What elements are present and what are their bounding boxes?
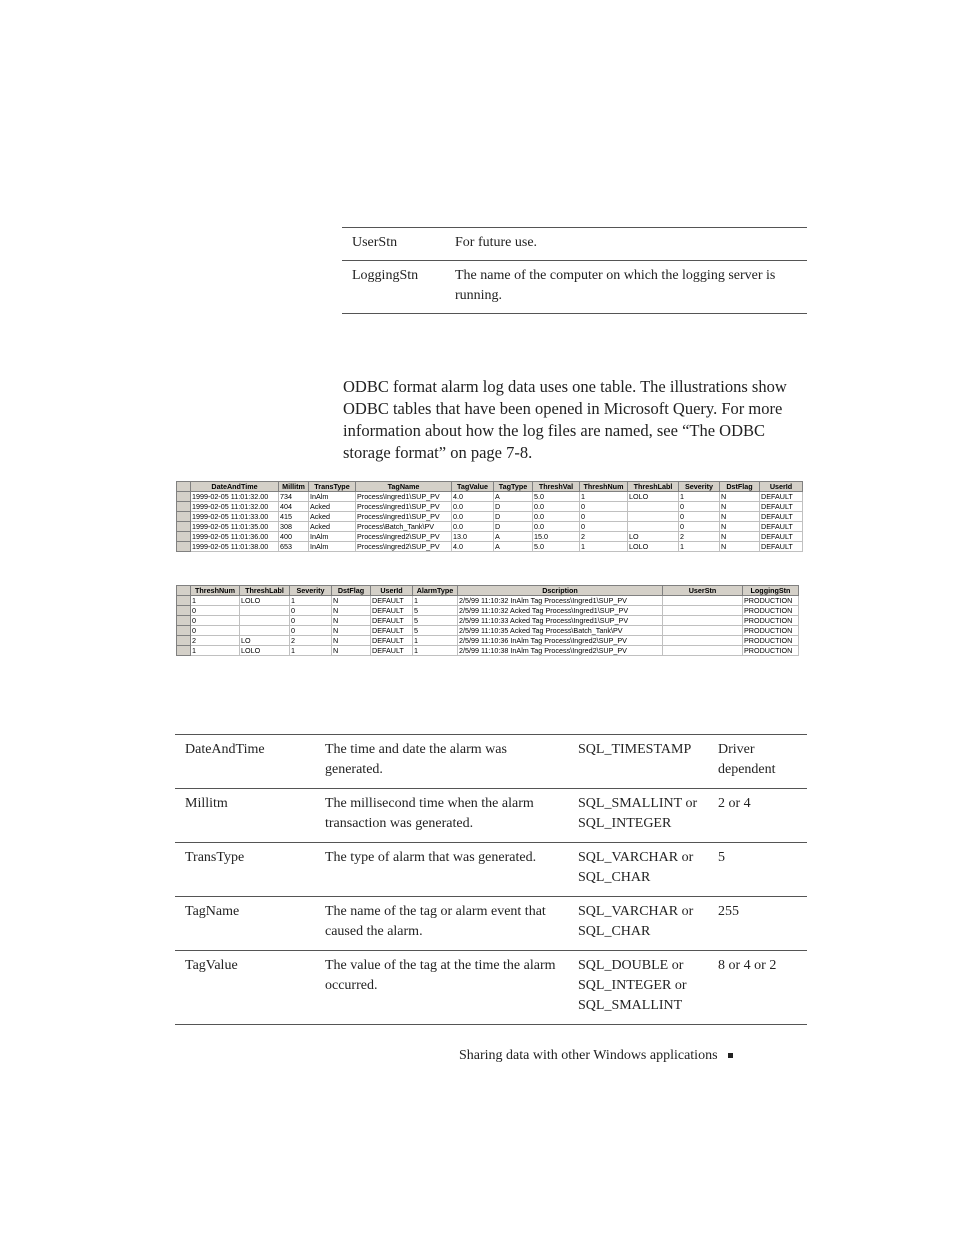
grid-cell[interactable]: 1999-02-05 11:01:32.00: [191, 492, 279, 502]
square-bullet-icon: [728, 1053, 733, 1058]
grid-header-row: [177, 482, 803, 492]
row-selector[interactable]: [177, 616, 191, 626]
grid-cell[interactable]: A: [494, 542, 533, 552]
grid-cell[interactable]: 0: [191, 616, 240, 626]
column-header[interactable]: DstFlag: [720, 482, 760, 492]
grid-cell[interactable]: 1999-02-05 11:01:35.00: [191, 522, 279, 532]
grid-cell[interactable]: 5: [413, 616, 458, 626]
field-name: LoggingStn: [352, 268, 419, 283]
grid-cell[interactable]: 404: [279, 502, 309, 512]
grid-cell[interactable]: 1: [679, 492, 720, 502]
column-header[interactable]: Severity: [679, 482, 720, 492]
grid-cell[interactable]: LOLO: [628, 542, 679, 552]
grid-cell[interactable]: 1: [191, 596, 240, 606]
row-selector[interactable]: [177, 532, 191, 542]
grid-cell[interactable]: [663, 616, 743, 626]
field-type: SQL_VARCHAR or SQL_CHAR: [578, 850, 694, 885]
grid-cell[interactable]: N: [332, 636, 371, 646]
grid-cell[interactable]: PRODUCTION: [743, 626, 799, 636]
field-name: TagValue: [185, 958, 238, 973]
row-selector[interactable]: [177, 636, 191, 646]
grid-cell[interactable]: [628, 522, 679, 532]
field-size: Driver dependent: [718, 742, 776, 777]
grid-cell[interactable]: [240, 616, 290, 626]
grid-cell[interactable]: N: [332, 606, 371, 616]
row-selector[interactable]: [177, 606, 191, 616]
grid-cell[interactable]: DEFAULT: [760, 542, 803, 552]
grid-cell[interactable]: D: [494, 502, 533, 512]
field-name: TransType: [185, 850, 245, 865]
field-type: SQL_VARCHAR or SQL_CHAR: [578, 904, 694, 939]
grid-cell[interactable]: DEFAULT: [760, 522, 803, 532]
field-size: 8 or 4 or 2: [718, 958, 777, 973]
column-header[interactable]: ThreshLabl: [240, 586, 290, 596]
grid-cell[interactable]: PRODUCTION: [743, 646, 799, 656]
grid-cell[interactable]: DEFAULT: [371, 646, 413, 656]
field-size: 2 or 4: [718, 796, 751, 811]
grid-cell[interactable]: DEFAULT: [371, 626, 413, 636]
row-selector-header[interactable]: [177, 586, 191, 596]
grid-cell[interactable]: DEFAULT: [760, 512, 803, 522]
grid-cell[interactable]: [663, 636, 743, 646]
grid-cell[interactable]: PRODUCTION: [743, 596, 799, 606]
grid-cell[interactable]: 4.0: [452, 492, 494, 502]
grid-cell[interactable]: 0: [679, 522, 720, 532]
grid-cell[interactable]: N: [720, 542, 760, 552]
grid-cell[interactable]: DEFAULT: [371, 616, 413, 626]
grid-cell[interactable]: 0.0: [452, 522, 494, 532]
field-description: The millisecond time when the alarm transaction was generated.: [325, 796, 534, 831]
column-header[interactable]: Dscription: [458, 586, 663, 596]
grid-cell[interactable]: PRODUCTION: [743, 616, 799, 626]
grid-cell[interactable]: 415: [279, 512, 309, 522]
grid-cell[interactable]: 2/5/99 11:10:33 Acked Tag Process\Ingred1\SUP_PV: [458, 616, 663, 626]
field-description: The time and date the alarm was generated.: [325, 742, 507, 777]
grid-row[interactable]: [177, 492, 803, 502]
grid-cell[interactable]: Acked: [309, 522, 356, 532]
grid-row[interactable]: [177, 606, 799, 616]
column-header[interactable]: Millitm: [279, 482, 309, 492]
field-type: SQL_TIMESTAMP: [578, 742, 692, 757]
column-header[interactable]: ThreshLabl: [628, 482, 679, 492]
column-header[interactable]: ThreshNum: [580, 482, 628, 492]
grid-cell[interactable]: A: [494, 532, 533, 542]
grid-cell[interactable]: 0: [580, 522, 628, 532]
field-name: UserStn: [352, 235, 398, 250]
grid-cell[interactable]: 4.0: [452, 542, 494, 552]
column-header[interactable]: AlarmType: [413, 586, 458, 596]
grid-cell[interactable]: [240, 606, 290, 616]
grid-cell[interactable]: 0: [679, 512, 720, 522]
grid-cell[interactable]: N: [720, 532, 760, 542]
grid-cell[interactable]: [663, 646, 743, 656]
row-selector[interactable]: [177, 596, 191, 606]
grid-cell[interactable]: InAlm: [309, 532, 356, 542]
field-row: [175, 843, 807, 897]
grid-cell[interactable]: LOLO: [628, 492, 679, 502]
row-selector[interactable]: [177, 522, 191, 532]
row-selector-header[interactable]: [177, 482, 191, 492]
column-header[interactable]: ThreshNum: [191, 586, 240, 596]
grid-cell[interactable]: Acked: [309, 512, 356, 522]
grid-cell[interactable]: 5: [413, 626, 458, 636]
grid-cell[interactable]: 0.0: [452, 502, 494, 512]
grid-cell[interactable]: 2/5/99 11:10:32 Acked Tag Process\Ingred1\SUP_PV: [458, 606, 663, 616]
row-selector[interactable]: [177, 502, 191, 512]
grid-cell[interactable]: 0: [580, 512, 628, 522]
field-type: SQL_SMALLINT or SQL_INTEGER: [578, 796, 698, 831]
grid-row[interactable]: [177, 636, 799, 646]
grid-cell[interactable]: 2/5/99 11:10:36 InAlm Tag Process\Ingred2\SUP_PV: [458, 636, 663, 646]
grid-header-row: [177, 586, 799, 596]
field-description: For future use.: [455, 235, 538, 250]
body-paragraph: ODBC format alarm log data uses one table. The illustrations show ODBC tables that have been opened in Microsoft Query. For more information about how the log files are named, see “The ODBC storage format” on page 7-8.: [343, 377, 787, 462]
grid-row[interactable]: [177, 616, 799, 626]
grid-cell[interactable]: 0: [580, 502, 628, 512]
column-header[interactable]: Severity: [290, 586, 332, 596]
grid-cell[interactable]: 5: [413, 606, 458, 616]
grid-cell[interactable]: Process\Ingred1\SUP_PV: [356, 512, 452, 522]
row-selector[interactable]: [177, 646, 191, 656]
grid-cell[interactable]: 2: [679, 532, 720, 542]
field-description: The value of the tag at the time the alarm occurred.: [325, 958, 556, 993]
grid-cell[interactable]: D: [494, 512, 533, 522]
grid-cell[interactable]: 1: [413, 596, 458, 606]
grid-cell[interactable]: 0: [191, 606, 240, 616]
fields-table-top: [342, 227, 807, 314]
field-name: DateAndTime: [185, 742, 265, 757]
column-header[interactable]: TransType: [309, 482, 356, 492]
grid-cell[interactable]: 1999-02-05 11:01:36.00: [191, 532, 279, 542]
grid-row[interactable]: [177, 626, 799, 636]
grid-cell[interactable]: DEFAULT: [371, 596, 413, 606]
grid-cell[interactable]: 5.0: [533, 542, 580, 552]
query-grid-1: [176, 481, 803, 552]
grid-cell[interactable]: LO: [240, 636, 290, 646]
field-size: 5: [718, 850, 725, 865]
column-header[interactable]: TagValue: [452, 482, 494, 492]
field-name: TagName: [185, 904, 240, 919]
grid-cell[interactable]: N: [720, 492, 760, 502]
column-header[interactable]: DstFlag: [332, 586, 371, 596]
grid-cell[interactable]: [628, 512, 679, 522]
grid-row[interactable]: [177, 646, 799, 656]
grid-cell[interactable]: 2/5/99 11:10:32 InAlm Tag Process\Ingred1\SUP_PV: [458, 596, 663, 606]
field-row: [175, 951, 807, 1025]
field-row: [342, 261, 807, 314]
grid-cell[interactable]: 2/5/99 11:10:38 InAlm Tag Process\Ingred2\SUP_PV: [458, 646, 663, 656]
column-header[interactable]: LoggingStn: [743, 586, 799, 596]
grid-cell[interactable]: InAlm: [309, 492, 356, 502]
grid-cell[interactable]: N: [720, 502, 760, 512]
grid-cell[interactable]: 1: [413, 646, 458, 656]
footer-text: Sharing data with other Windows applications: [459, 1048, 718, 1063]
grid-row[interactable]: [177, 542, 803, 552]
grid-cell[interactable]: Process\Ingred1\SUP_PV: [356, 502, 452, 512]
field-row: [175, 735, 807, 789]
field-size: 255: [718, 904, 739, 919]
grid-cell[interactable]: InAlm: [309, 542, 356, 552]
grid-cell[interactable]: N: [332, 626, 371, 636]
grid-cell[interactable]: 0.0: [533, 512, 580, 522]
grid-cell[interactable]: DEFAULT: [760, 532, 803, 542]
grid-row[interactable]: [177, 596, 799, 606]
grid-cell[interactable]: N: [332, 646, 371, 656]
column-header[interactable]: UserId: [760, 482, 803, 492]
grid-cell[interactable]: 0.0: [533, 522, 580, 532]
grid-cell[interactable]: A: [494, 492, 533, 502]
grid-cell[interactable]: [240, 626, 290, 636]
grid-cell[interactable]: D: [494, 522, 533, 532]
page-footer: [459, 1048, 733, 1064]
grid-cell[interactable]: Process\Ingred2\SUP_PV: [356, 542, 452, 552]
fields-table-bottom: [175, 734, 807, 1025]
column-header[interactable]: TagType: [494, 482, 533, 492]
grid-cell[interactable]: 2/5/99 11:10:35 Acked Tag Process\Batch_Tank\PV: [458, 626, 663, 636]
field-type: SQL_DOUBLE or SQL_INTEGER or SQL_SMALLINT: [578, 958, 687, 1013]
grid-row[interactable]: [177, 532, 803, 542]
grid-cell[interactable]: 1: [290, 646, 332, 656]
grid-cell[interactable]: 0: [679, 502, 720, 512]
grid-row[interactable]: [177, 512, 803, 522]
grid-cell[interactable]: DEFAULT: [760, 502, 803, 512]
grid-cell[interactable]: LOLO: [240, 646, 290, 656]
row-selector[interactable]: [177, 626, 191, 636]
grid-cell[interactable]: N: [332, 596, 371, 606]
grid-cell[interactable]: N: [332, 616, 371, 626]
grid-cell[interactable]: 734: [279, 492, 309, 502]
grid-cell[interactable]: 1999-02-05 11:01:38.00: [191, 542, 279, 552]
grid-cell[interactable]: DEFAULT: [371, 636, 413, 646]
grid-cell[interactable]: 5.0: [533, 492, 580, 502]
grid-cell[interactable]: 2: [290, 636, 332, 646]
grid-cell[interactable]: LO: [628, 532, 679, 542]
grid-cell[interactable]: 0: [191, 626, 240, 636]
grid-cell[interactable]: 1: [679, 542, 720, 552]
grid-cell[interactable]: 1999-02-05 11:01:33.00: [191, 512, 279, 522]
field-description: The name of the tag or alarm event that caused the alarm.: [325, 904, 546, 939]
grid-cell[interactable]: Process\Ingred2\SUP_PV: [356, 532, 452, 542]
grid-cell[interactable]: Acked: [309, 502, 356, 512]
grid-cell[interactable]: LOLO: [240, 596, 290, 606]
grid-cell[interactable]: 0: [290, 616, 332, 626]
grid-cell[interactable]: [628, 502, 679, 512]
grid-cell[interactable]: 0: [290, 626, 332, 636]
grid-cell[interactable]: N: [720, 522, 760, 532]
grid-cell[interactable]: [663, 596, 743, 606]
grid-cell[interactable]: Process\Ingred1\SUP_PV: [356, 492, 452, 502]
grid-cell[interactable]: 0: [290, 606, 332, 616]
column-header[interactable]: UserStn: [663, 586, 743, 596]
grid-cell[interactable]: 308: [279, 522, 309, 532]
grid-cell[interactable]: 2: [191, 636, 240, 646]
grid-cell[interactable]: DEFAULT: [760, 492, 803, 502]
grid-cell[interactable]: 1: [191, 646, 240, 656]
grid-cell[interactable]: 400: [279, 532, 309, 542]
grid-cell[interactable]: 1: [413, 636, 458, 646]
field-description: The name of the computer on which the logging server is running.: [455, 268, 776, 303]
grid-cell[interactable]: 0.0: [533, 502, 580, 512]
field-description: The type of alarm that was generated.: [325, 850, 537, 865]
grid-cell[interactable]: PRODUCTION: [743, 636, 799, 646]
field-row: [175, 789, 807, 843]
field-name: Millitm: [185, 796, 228, 811]
grid-cell[interactable]: Process\Batch_Tank\PV: [356, 522, 452, 532]
row-selector[interactable]: [177, 512, 191, 522]
column-header[interactable]: ThreshVal: [533, 482, 580, 492]
grid-cell[interactable]: N: [720, 512, 760, 522]
grid-row[interactable]: [177, 522, 803, 532]
field-row: [175, 897, 807, 951]
grid-cell[interactable]: 653: [279, 542, 309, 552]
row-selector[interactable]: [177, 492, 191, 502]
grid-cell[interactable]: [663, 606, 743, 616]
grid-cell[interactable]: PRODUCTION: [743, 606, 799, 616]
grid-row[interactable]: [177, 502, 803, 512]
grid-cell[interactable]: [663, 626, 743, 636]
grid-cell[interactable]: DEFAULT: [371, 606, 413, 616]
grid-cell[interactable]: 2: [580, 532, 628, 542]
field-row: [342, 228, 807, 261]
column-header[interactable]: DateAndTime: [191, 482, 279, 492]
column-header[interactable]: TagName: [356, 482, 452, 492]
grid-cell[interactable]: 13.0: [452, 532, 494, 542]
column-header[interactable]: UserId: [371, 586, 413, 596]
row-selector[interactable]: [177, 542, 191, 552]
grid-cell[interactable]: 1999-02-05 11:01:32.00: [191, 502, 279, 512]
grid-cell[interactable]: 15.0: [533, 532, 580, 542]
grid-cell[interactable]: 1: [290, 596, 332, 606]
grid-cell[interactable]: 1: [580, 492, 628, 502]
grid-cell[interactable]: 1: [580, 542, 628, 552]
grid-cell[interactable]: 0.0: [452, 512, 494, 522]
query-grid-2: [176, 585, 799, 656]
